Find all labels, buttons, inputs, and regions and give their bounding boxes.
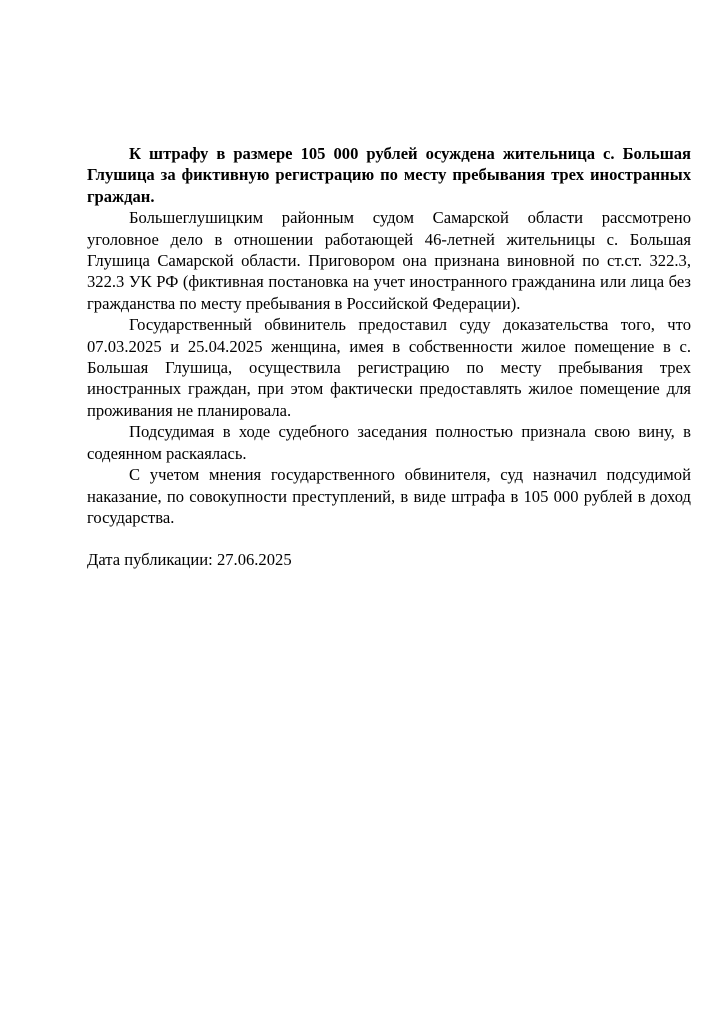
document-page bbox=[87, 143, 691, 571]
article-headline: К штрафу в размере 105 000 рублей осуждена жительница с. Большая Глушица за фиктивную регистрацию по месту пребывания трех иностранных граждан. bbox=[87, 144, 691, 206]
article-paragraph-court: Большеглушицким районным судом Самарской области рассмотрено уголовное дело в отношении работающей 46-летней жительницы с. Большая Глушица Самарской области. Приговором она признана виновной по ст.ст. 322.3, 322.3 УК РФ (фиктивная постановка на учет иностранного гражданина или лица без гражданства по месту пребывания в Российской Федерации). bbox=[87, 208, 691, 313]
article-paragraph-evidence: Государственный обвинитель предоставил суду доказательства того, что 07.03.2025 и 25.04.2025 женщина, имея в собственности жилое помещение в с. Большая Глушица, осуществила регистрацию по месту пребывания трех иностранных граждан, при этом фактически предоставлять жилое помещение для проживания не планировала. bbox=[87, 315, 691, 420]
publication-date: Дата публикации: 27.06.2025 bbox=[87, 550, 292, 570]
article-paragraph-plea: Подсудимая в ходе судебного заседания полностью признала свою вину, в содеянном раскаялась. bbox=[87, 422, 691, 463]
article-paragraph-sentence: С учетом мнения государственного обвинителя, суд назначил подсудимой наказание, по совокупности преступлений, в виде штрафа в 105 000 рублей в доход государства. bbox=[87, 465, 691, 527]
